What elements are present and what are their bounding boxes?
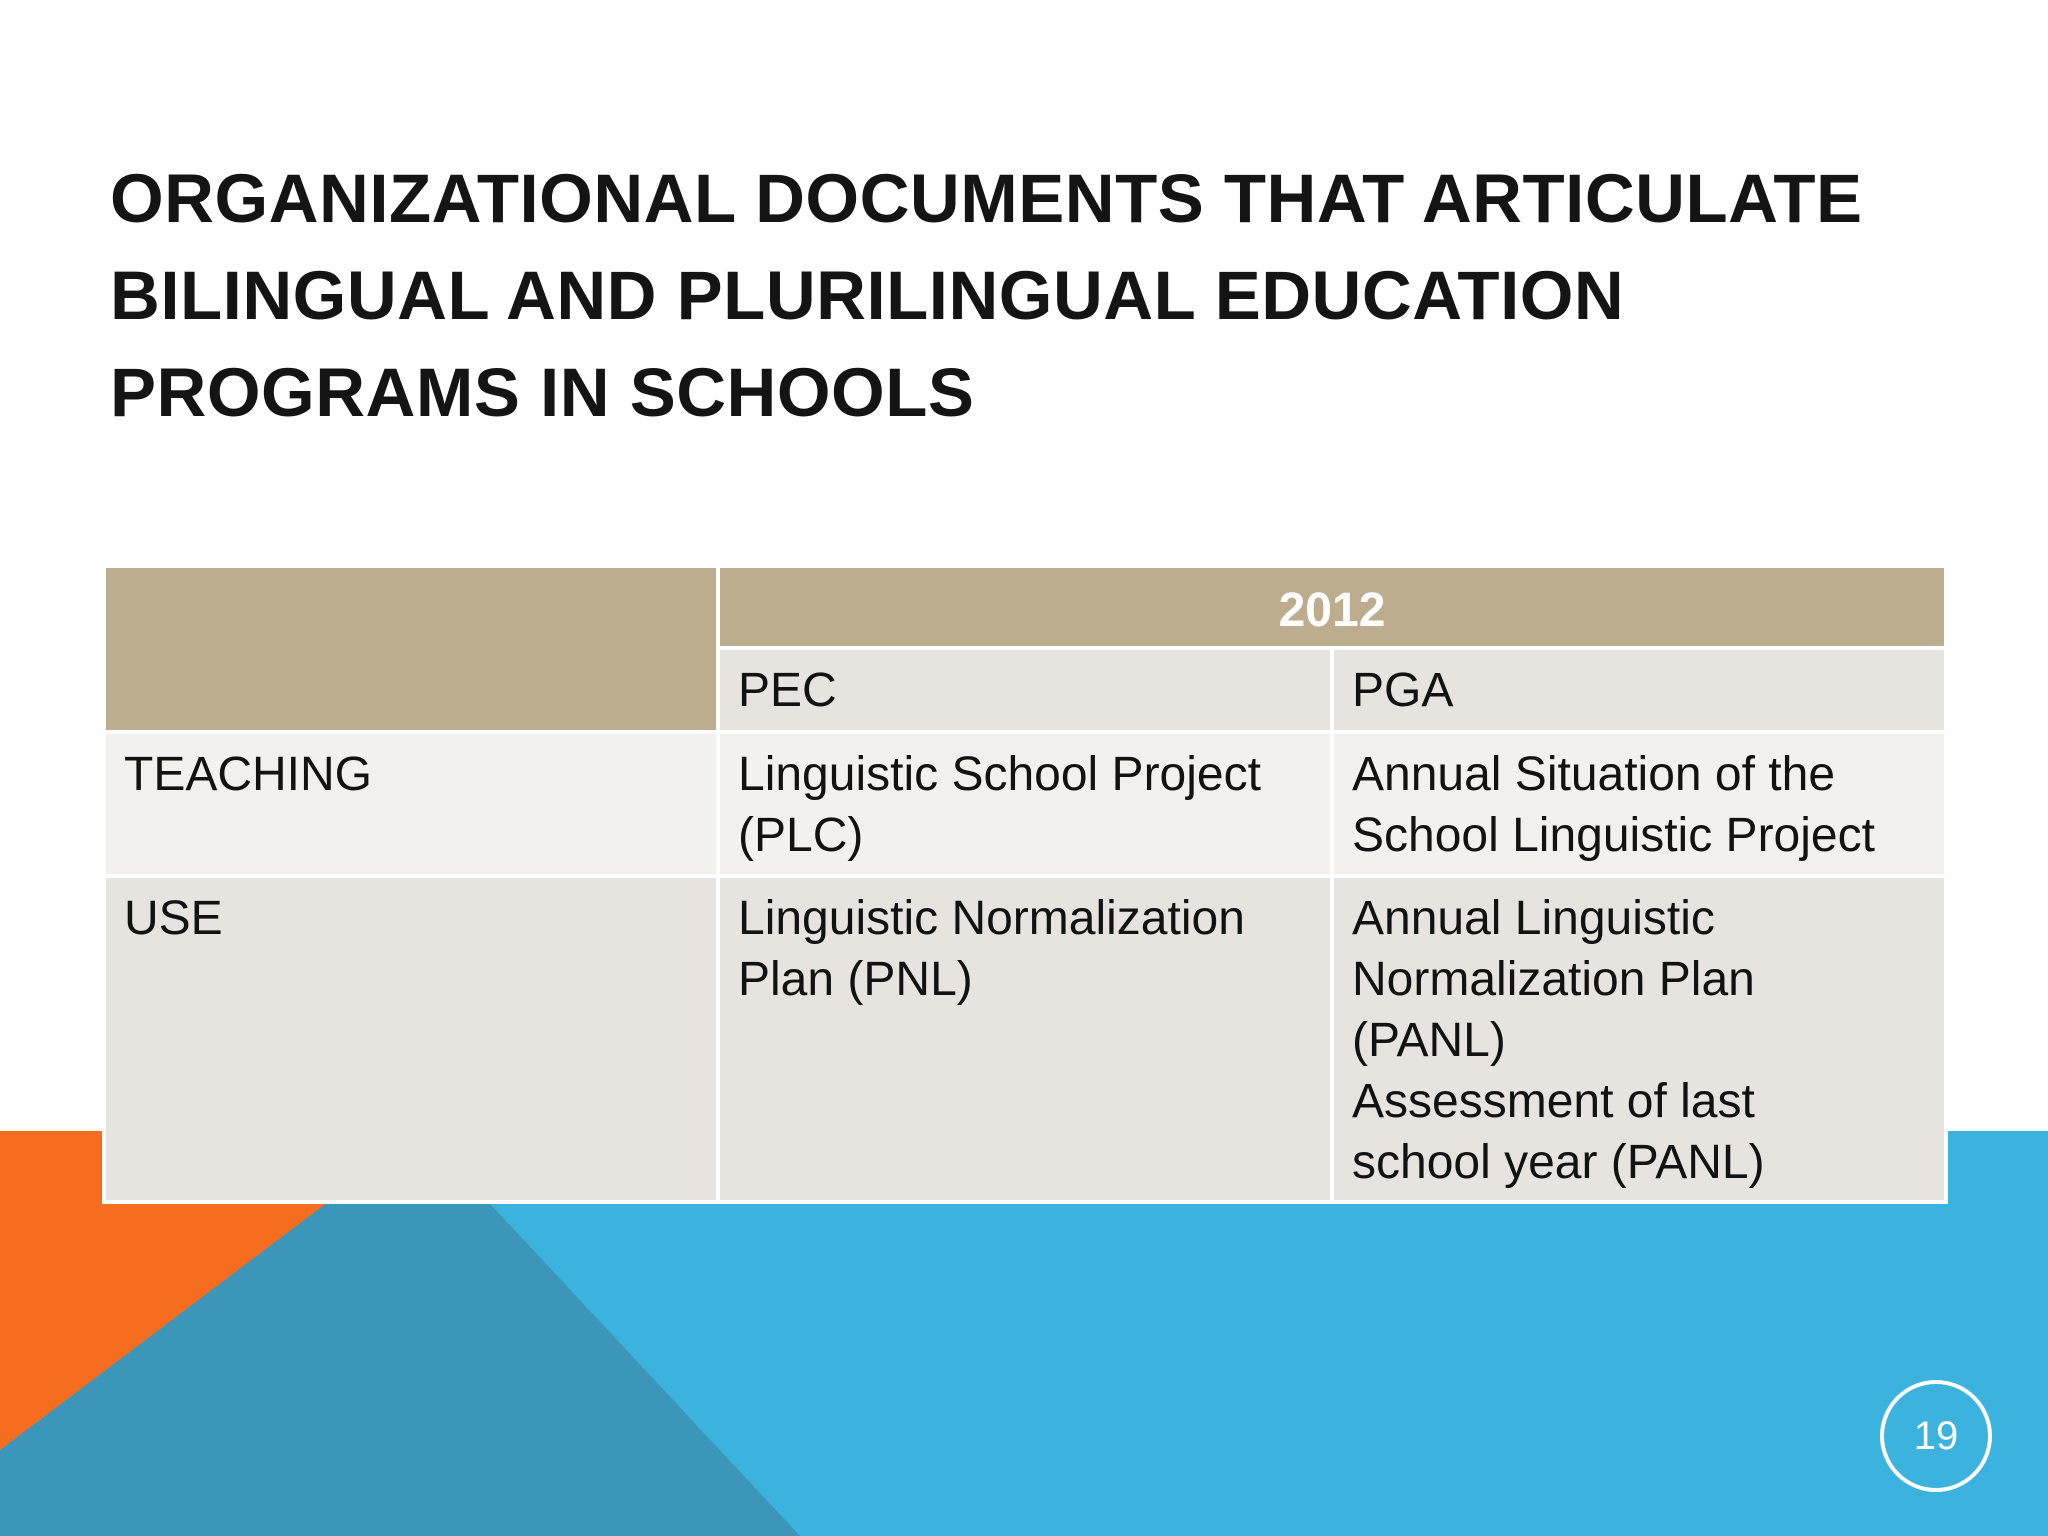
table-row <box>104 876 1946 1202</box>
title-line-2: BILINGUAL AND PLURILINGUAL EDUCATION <box>110 257 1625 334</box>
use-pga-cell <box>1332 876 1946 1202</box>
cell-text: Normalization Plan <box>1352 953 1755 1006</box>
cell-text: Plan (PNL) <box>738 953 973 1006</box>
cell-text: school year (PANL) <box>1352 1136 1765 1189</box>
cell-text: (PLC) <box>738 809 864 862</box>
row-label-teaching: TEACHING <box>104 732 718 876</box>
year-header: 2012 <box>718 566 1946 648</box>
cell-text: Assessment of last <box>1352 1075 1755 1128</box>
column-header-pec: PEC <box>718 648 1332 732</box>
table-header-row <box>104 566 1946 648</box>
cell-text: Linguistic School Project <box>738 748 1261 801</box>
cell-text: School Linguistic Project <box>1352 809 1875 862</box>
cell-text: Annual Situation of the <box>1352 748 1836 801</box>
teaching-pec-cell <box>718 732 1332 876</box>
title-line-3: PROGRAMS IN SCHOOLS <box>110 354 975 431</box>
cell-text: Linguistic Normalization <box>738 892 1245 945</box>
table-corner-cell <box>104 566 718 732</box>
page-number-badge: 19 <box>1880 1380 1992 1492</box>
teaching-pga-cell <box>1332 732 1946 876</box>
use-pec-cell <box>718 876 1332 1202</box>
slide-title <box>110 150 1930 441</box>
column-header-pga: PGA <box>1332 648 1946 732</box>
documents-table <box>102 564 1948 1204</box>
row-label-use: USE <box>104 876 718 1202</box>
cell-text: (PANL) <box>1352 1014 1506 1067</box>
title-line-1: ORGANIZATIONAL DOCUMENTS THAT ARTICULATE <box>110 160 1863 237</box>
cell-text: Annual Linguistic <box>1352 892 1715 945</box>
table-row <box>104 732 1946 876</box>
